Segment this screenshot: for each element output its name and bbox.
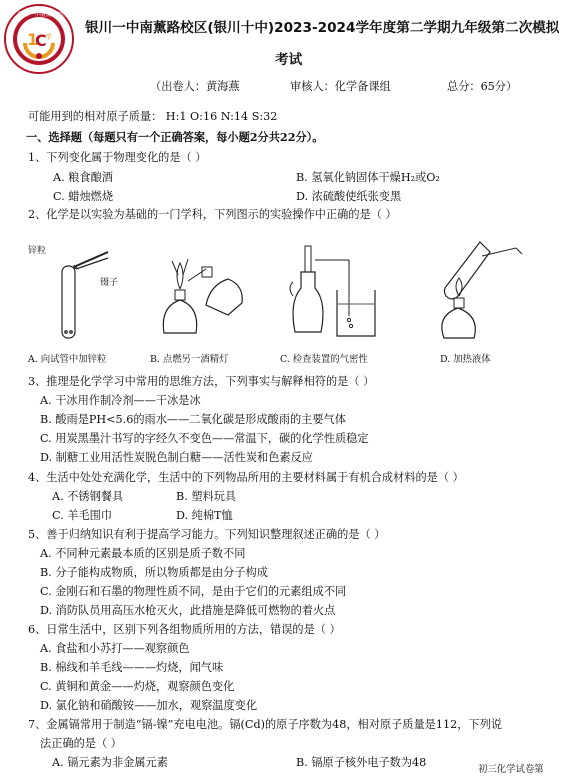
- label-tongs: 镊子: [100, 278, 119, 288]
- q1-option-b: B. 氢氧化钠固体干燥H₂或O₂: [296, 171, 440, 184]
- logo-text: 银川一中南薰路校区: [18, 12, 68, 18]
- exam-title-line2: 考试: [275, 52, 303, 68]
- question-1: 1、下列变化属于物理变化的是（ ）: [28, 151, 207, 164]
- q3-option-a: A. 干冰用作制冷剂——干冰是冰: [40, 394, 201, 407]
- exam-total: 总分：65分）: [447, 80, 518, 93]
- q4-option-b: B. 塑料玩具: [176, 490, 237, 503]
- q6-option-d: D. 氯化钠和硝酸铵——加水，观察温度变化: [40, 699, 258, 712]
- exam-reviewer: 审核人：化学备课组: [290, 80, 391, 93]
- q7-option-a: A. 镉元素为非金属元素: [52, 756, 168, 769]
- question-4: 4、生活中处处充满化学，生活中的下列物品所用的主要材料属于有机合成材料的是（ ）: [28, 471, 464, 484]
- question-5: 5、善于归纳知识有利于提高学习能力。下列知识整理叙述正确的是（ ）: [28, 528, 386, 541]
- page-footer: 初三化学试卷第: [478, 764, 544, 775]
- svg-text:学: 学: [45, 33, 52, 41]
- q7-option-b: B. 镉原子核外电子数为48: [296, 756, 427, 769]
- question-7: 7、金属镉常用于制造“镉-镍”充电电池。镉(Cd)的原子序数为48，相对原子质量是112，下列说: [28, 718, 502, 731]
- figure-d-heating-liquid: [420, 238, 530, 343]
- q4-option-d: D. 纯棉T恤: [176, 509, 233, 522]
- school-logo: [3, 3, 75, 75]
- q2-option-a: A. 向试管中加锌粒: [28, 354, 107, 365]
- q2-option-b: B. 点燃另一酒精灯: [150, 354, 229, 365]
- svg-text:C: C: [35, 31, 47, 50]
- figure-b-alcohol-lamps: [150, 245, 250, 340]
- q5-option-d: D. 消防队员用高压水枪灭火，此措施是降低可燃物的着火点: [40, 604, 336, 617]
- exam-title: 银川一中南薰路校区(银川十中)2023-2024学年度第二学期九年级第二次模拟: [85, 20, 560, 36]
- figure-c-airtightness: [285, 242, 385, 342]
- question-2: 2、化学是以实验为基础的一门学科，下列图示的实验操作中正确的是（ ）: [28, 208, 397, 221]
- q6-option-a: A. 食盐和小苏打——观察颜色: [40, 642, 190, 655]
- q3-option-d: D. 制糖工业用活性炭脱色制白糖——活性炭和色素反应: [40, 451, 313, 464]
- q4-option-c: C. 羊毛围巾: [52, 509, 113, 522]
- question-3: 3、推理是化学学习中常用的思维方法，下列事实与解释相符的是（ ）: [28, 375, 375, 388]
- question-6: 6、日常生活中，区别下列各组物质所用的方法，错误的是（ ）: [28, 623, 341, 636]
- q1-option-a: A. 粮食酿酒: [53, 171, 113, 184]
- q5-option-c: C. 金刚石和石墨的物理性质不同，是由于它们的元素组成不同: [40, 585, 347, 598]
- q6-option-b: B. 棉线和羊毛线———灼烧，闻气味: [40, 661, 224, 674]
- atomic-masses: 可能用到的相对原子质量： H:1 O:16 N:14 S:32: [28, 110, 278, 123]
- q2-option-d: D. 加热液体: [440, 354, 491, 365]
- question-7-cont: 法正确的是（ ）: [40, 737, 122, 750]
- q1-option-c: C. 蜡烛燃烧: [53, 190, 114, 203]
- label-zinc: 锌粒: [28, 246, 47, 256]
- q1-option-d: D. 浓硫酸使纸张变黑: [296, 190, 402, 203]
- q5-option-b: B. 分子能构成物质，所以物质都是由分子构成: [40, 566, 268, 579]
- section-title: 一、选择题（每题只有一个正确答案，每小题2分共22分）。: [26, 130, 324, 144]
- q3-option-b: B. 酸雨是PH<5.6的雨水——二氧化碳是形成酸雨的主要气体: [40, 413, 346, 426]
- q4-option-a: A. 不锈钢餐具: [52, 490, 124, 503]
- q6-option-c: C. 黄铜和黄金——灼烧，观察颜色变化: [40, 680, 235, 693]
- q2-option-c: C. 检查装置的气密性: [280, 354, 368, 365]
- q5-option-a: A. 不同种元素最本质的区别是质子数不同: [40, 547, 246, 560]
- exam-author: （出卷人：黄海燕: [150, 80, 240, 93]
- svg-text:1: 1: [27, 30, 39, 49]
- q3-option-c: C. 用炭黑墨汁书写的字经久不变色——常温下，碳的化学性质稳定: [40, 432, 369, 445]
